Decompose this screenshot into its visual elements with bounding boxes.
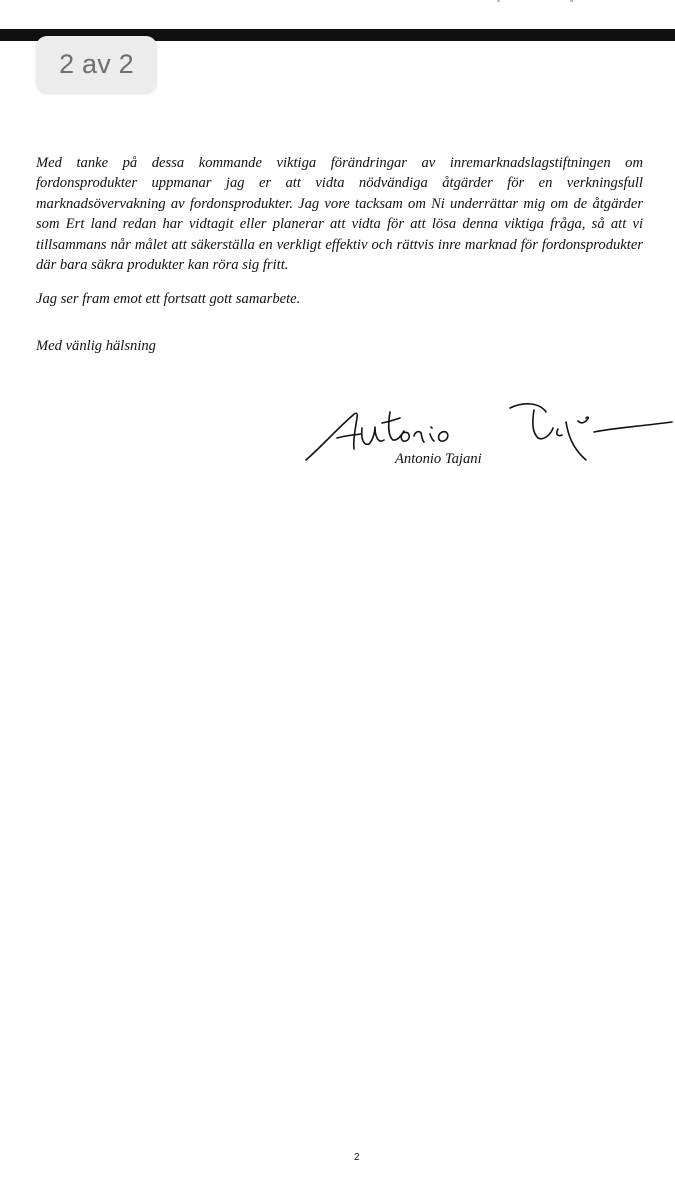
signatory-name: Antonio Tajani xyxy=(395,451,482,467)
previous-page-mark xyxy=(570,0,573,2)
previous-page-mark xyxy=(497,0,500,2)
page-indicator: 2 av 2 xyxy=(36,36,157,93)
letter-body xyxy=(36,153,643,356)
previous-page-edge xyxy=(0,0,675,30)
closing-salutation: Med vänlig hälsning xyxy=(36,337,156,354)
handwritten-signature xyxy=(302,398,674,468)
letter-paragraph: Med tanke på dessa kommande viktiga förändringar av inremarknadslagstiftningen om fordonsprodukter uppmanar jag er att vidta nödvändiga åtgärder för en verkningsfull marknadsövervakning av fordonsprodukter. Jag vore tacksam om Ni underrättar mig om de åtgärder som Ert land redan har vidtagit eller planerar att vidta för att lösa denna viktiga fråga, så att vi tillsammans når målet att säkerställa en verkligt effektiv och rättvis inre marknad för fordonsprodukter där bara säkra produkter kan röra sig fritt. xyxy=(36,155,643,274)
letter-paragraph: Jag ser fram emot ett fortsatt gott samarbete. xyxy=(36,291,301,308)
page-number: 2 xyxy=(354,1152,360,1163)
